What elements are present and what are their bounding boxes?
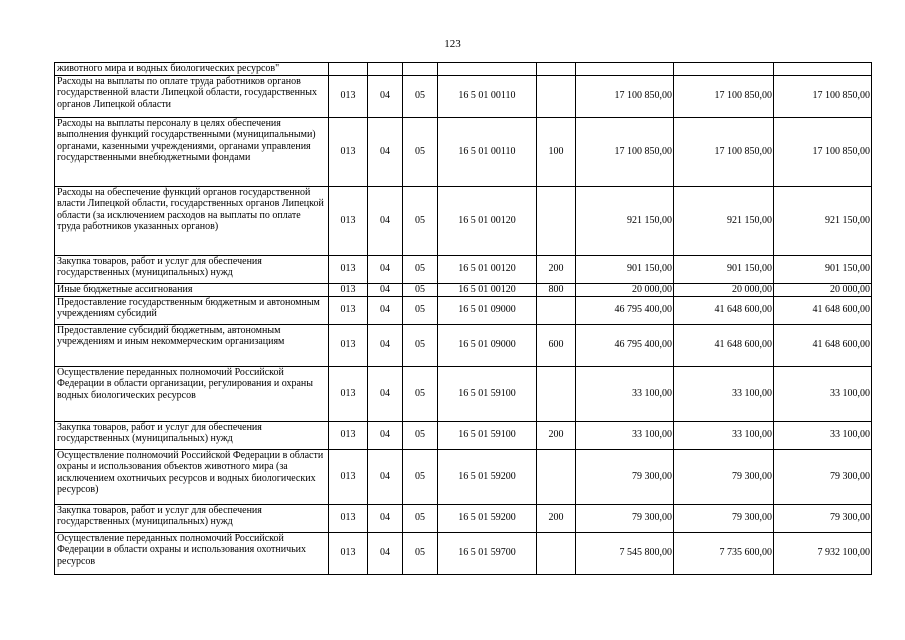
amount-year-2-cell: 33 100,00: [674, 366, 774, 421]
admin-code-cell: 013: [329, 366, 368, 421]
table-row: [55, 283, 872, 296]
table-row: [55, 75, 872, 117]
amount-year-2-cell: 17 100 850,00: [674, 117, 774, 186]
row-name-cell: Осуществление переданных полномочий Российской Федерации в области охраны и использования охотничьих ресурсов: [55, 532, 329, 574]
table-row: [55, 296, 872, 324]
subsection-code-cell: 05: [403, 504, 438, 532]
subsection-code-cell: 05: [403, 449, 438, 504]
row-name-cell: животного мира и водных биологических ресурсов": [55, 63, 329, 76]
amount-year-2-cell: 33 100,00: [674, 421, 774, 449]
admin-code-cell: 013: [329, 324, 368, 366]
amount-year-2-cell: 7 735 600,00: [674, 532, 774, 574]
amount-year-3-cell: 17 100 850,00: [774, 117, 872, 186]
expense-type-cell: [537, 63, 576, 76]
admin-code-cell: 013: [329, 255, 368, 283]
target-article-cell: 16 5 01 59100: [438, 421, 537, 449]
amount-year-2-cell: 79 300,00: [674, 504, 774, 532]
amount-year-3-cell: 7 932 100,00: [774, 532, 872, 574]
amount-year-3-cell: 921 150,00: [774, 186, 872, 255]
target-article-cell: 16 5 01 59700: [438, 532, 537, 574]
amount-year-1-cell: 46 795 400,00: [576, 324, 674, 366]
target-article-cell: 16 5 01 59200: [438, 449, 537, 504]
row-name-cell: Иные бюджетные ассигнования: [55, 283, 329, 296]
amount-year-3-cell: 33 100,00: [774, 421, 872, 449]
subsection-code-cell: 05: [403, 532, 438, 574]
section-code-cell: 04: [368, 255, 403, 283]
subsection-code-cell: 05: [403, 117, 438, 186]
amount-year-1-cell: 921 150,00: [576, 186, 674, 255]
amount-year-3-cell: 20 000,00: [774, 283, 872, 296]
admin-code-cell: 013: [329, 421, 368, 449]
row-name-cell: Расходы на выплаты персоналу в целях обеспечения выполнения функций государственными (муниципальными) органами, казенными учреждениями, органами управления государственными внебюджетными фондами: [55, 117, 329, 186]
amount-year-2-cell: 901 150,00: [674, 255, 774, 283]
table-row: [55, 63, 872, 76]
amount-year-1-cell: [576, 63, 674, 76]
subsection-code-cell: 05: [403, 366, 438, 421]
admin-code-cell: 013: [329, 75, 368, 117]
target-article-cell: [438, 63, 537, 76]
table-row: [55, 366, 872, 421]
target-article-cell: 16 5 01 59100: [438, 366, 537, 421]
admin-code-cell: 013: [329, 449, 368, 504]
amount-year-2-cell: 79 300,00: [674, 449, 774, 504]
expense-type-cell: [537, 366, 576, 421]
budget-table-body: [55, 63, 872, 575]
amount-year-2-cell: 921 150,00: [674, 186, 774, 255]
admin-code-cell: [329, 63, 368, 76]
admin-code-cell: 013: [329, 186, 368, 255]
subsection-code-cell: 05: [403, 283, 438, 296]
row-name-cell: Осуществление переданных полномочий Российской Федерации в области организации, регулирования и охраны водных биологических ресурсов: [55, 366, 329, 421]
section-code-cell: 04: [368, 532, 403, 574]
target-article-cell: 16 5 01 00110: [438, 117, 537, 186]
amount-year-2-cell: 20 000,00: [674, 283, 774, 296]
amount-year-3-cell: 17 100 850,00: [774, 75, 872, 117]
expense-type-cell: 200: [537, 504, 576, 532]
amount-year-1-cell: 17 100 850,00: [576, 75, 674, 117]
amount-year-1-cell: 17 100 850,00: [576, 117, 674, 186]
amount-year-1-cell: 79 300,00: [576, 449, 674, 504]
section-code-cell: 04: [368, 421, 403, 449]
section-code-cell: 04: [368, 449, 403, 504]
subsection-code-cell: 05: [403, 186, 438, 255]
amount-year-3-cell: 33 100,00: [774, 366, 872, 421]
table-row: [55, 186, 872, 255]
admin-code-cell: 013: [329, 504, 368, 532]
target-article-cell: 16 5 01 00120: [438, 186, 537, 255]
row-name-cell: Предоставление субсидий бюджетным, автономным учреждениям и иным некоммерческим организациям: [55, 324, 329, 366]
amount-year-1-cell: 79 300,00: [576, 504, 674, 532]
section-code-cell: 04: [368, 75, 403, 117]
expense-type-cell: [537, 296, 576, 324]
budget-table: [54, 62, 872, 575]
subsection-code-cell: [403, 63, 438, 76]
row-name-cell: Закупка товаров, работ и услуг для обеспечения государственных (муниципальных) нужд: [55, 421, 329, 449]
table-row: [55, 324, 872, 366]
section-code-cell: 04: [368, 283, 403, 296]
amount-year-3-cell: 79 300,00: [774, 504, 872, 532]
amount-year-3-cell: 79 300,00: [774, 449, 872, 504]
section-code-cell: 04: [368, 117, 403, 186]
row-name-cell: Расходы на выплаты по оплате труда работников органов государственной власти Липецкой области, государственных органов Липецкой области: [55, 75, 329, 117]
expense-type-cell: 100: [537, 117, 576, 186]
amount-year-3-cell: [774, 63, 872, 76]
section-code-cell: 04: [368, 324, 403, 366]
amount-year-3-cell: 901 150,00: [774, 255, 872, 283]
section-code-cell: 04: [368, 366, 403, 421]
expense-type-cell: 200: [537, 255, 576, 283]
target-article-cell: 16 5 01 09000: [438, 324, 537, 366]
amount-year-2-cell: 17 100 850,00: [674, 75, 774, 117]
amount-year-1-cell: 46 795 400,00: [576, 296, 674, 324]
amount-year-2-cell: 41 648 600,00: [674, 324, 774, 366]
amount-year-2-cell: [674, 63, 774, 76]
amount-year-2-cell: 41 648 600,00: [674, 296, 774, 324]
target-article-cell: 16 5 01 00120: [438, 255, 537, 283]
amount-year-1-cell: 7 545 800,00: [576, 532, 674, 574]
expense-type-cell: [537, 532, 576, 574]
table-row: [55, 255, 872, 283]
table-row: [55, 449, 872, 504]
amount-year-1-cell: 33 100,00: [576, 366, 674, 421]
table-row: [55, 532, 872, 574]
section-code-cell: [368, 63, 403, 76]
section-code-cell: 04: [368, 186, 403, 255]
page-number: 123: [444, 38, 461, 50]
admin-code-cell: 013: [329, 532, 368, 574]
subsection-code-cell: 05: [403, 296, 438, 324]
row-name-cell: Закупка товаров, работ и услуг для обеспечения государственных (муниципальных) нужд: [55, 255, 329, 283]
subsection-code-cell: 05: [403, 75, 438, 117]
table-row: [55, 421, 872, 449]
subsection-code-cell: 05: [403, 421, 438, 449]
row-name-cell: Закупка товаров, работ и услуг для обеспечения государственных (муниципальных) нужд: [55, 504, 329, 532]
admin-code-cell: 013: [329, 117, 368, 186]
expense-type-cell: 800: [537, 283, 576, 296]
admin-code-cell: 013: [329, 296, 368, 324]
expense-type-cell: 600: [537, 324, 576, 366]
target-article-cell: 16 5 01 00120: [438, 283, 537, 296]
amount-year-3-cell: 41 648 600,00: [774, 324, 872, 366]
table-row: [55, 504, 872, 532]
amount-year-3-cell: 41 648 600,00: [774, 296, 872, 324]
section-code-cell: 04: [368, 504, 403, 532]
expense-type-cell: [537, 75, 576, 117]
amount-year-1-cell: 20 000,00: [576, 283, 674, 296]
row-name-cell: Расходы на обеспечение функций органов государственной власти Липецкой области, государственных органов Липецкой области (за исключением расходов на выплаты по оплате труда работников указанных органов): [55, 186, 329, 255]
subsection-code-cell: 05: [403, 255, 438, 283]
section-code-cell: 04: [368, 296, 403, 324]
target-article-cell: 16 5 01 59200: [438, 504, 537, 532]
admin-code-cell: 013: [329, 283, 368, 296]
expense-type-cell: 200: [537, 421, 576, 449]
expense-type-cell: [537, 449, 576, 504]
table-row: [55, 117, 872, 186]
subsection-code-cell: 05: [403, 324, 438, 366]
target-article-cell: 16 5 01 00110: [438, 75, 537, 117]
target-article-cell: 16 5 01 09000: [438, 296, 537, 324]
expense-type-cell: [537, 186, 576, 255]
row-name-cell: Осуществление полномочий Российской Федерации в области охраны и использования объектов животного мира (за исключением охотничьих ресурсов и водных биологических ресурсов): [55, 449, 329, 504]
amount-year-1-cell: 901 150,00: [576, 255, 674, 283]
amount-year-1-cell: 33 100,00: [576, 421, 674, 449]
row-name-cell: Предоставление государственным бюджетным и автономным учреждениям субсидий: [55, 296, 329, 324]
